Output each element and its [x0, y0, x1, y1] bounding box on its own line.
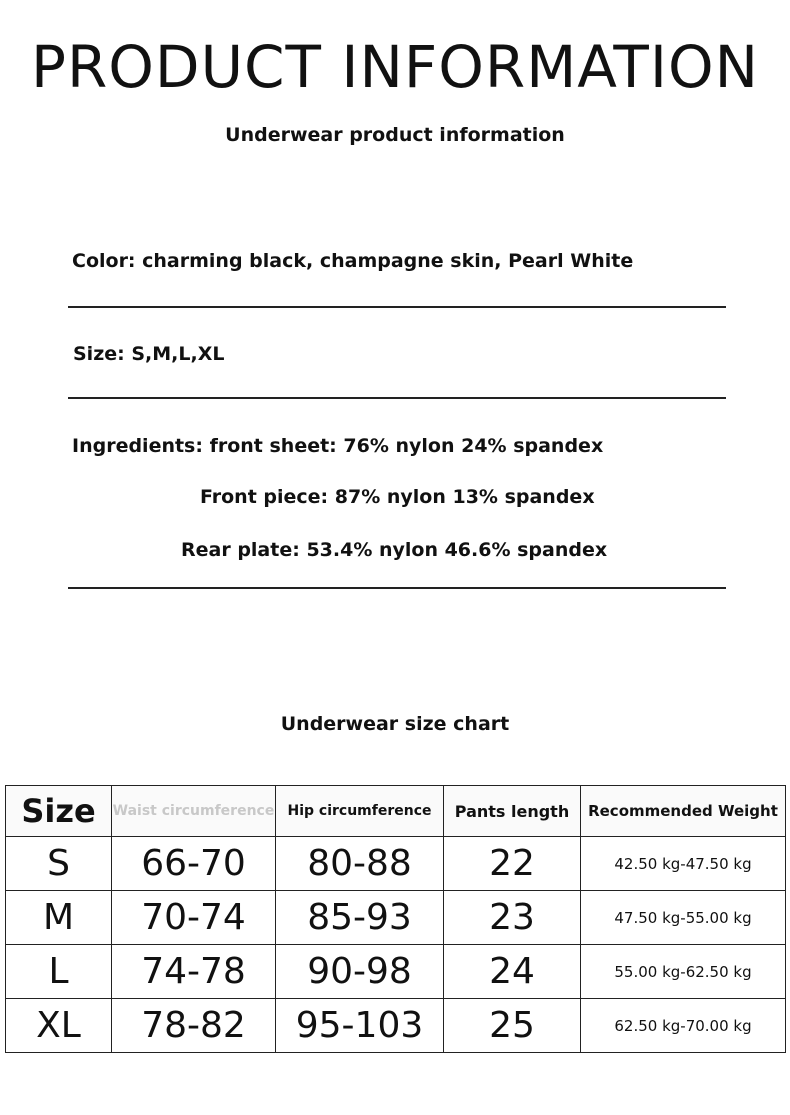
hip-cell: 95-103	[276, 999, 444, 1053]
length-cell: 24	[444, 945, 581, 999]
size-cell: S	[6, 837, 112, 891]
header-pants-length: Pants length	[444, 786, 581, 837]
length-cell: 25	[444, 999, 581, 1053]
header-size: Size	[6, 786, 112, 837]
waist-cell: 70-74	[112, 891, 276, 945]
divider	[68, 587, 726, 589]
table-row	[6, 945, 786, 999]
hip-cell: 80-88	[276, 837, 444, 891]
waist-cell: 66-70	[112, 837, 276, 891]
weight-cell: 47.50 kg-55.00 kg	[581, 891, 786, 945]
header-hip: Hip circumference	[276, 786, 444, 837]
length-cell: 22	[444, 837, 581, 891]
ingredients-info: Ingredients: front sheet: 76% nylon 24% spandex	[72, 435, 604, 457]
divider	[68, 397, 726, 399]
hip-cell: 85-93	[276, 891, 444, 945]
length-cell: 23	[444, 891, 581, 945]
waist-cell: 78-82	[112, 999, 276, 1053]
size-cell: M	[6, 891, 112, 945]
size-chart-title: Underwear size chart	[280, 713, 510, 735]
header-waist: Waist circumference	[112, 786, 276, 837]
table-row	[6, 999, 786, 1053]
hip-cell: 90-98	[276, 945, 444, 999]
page-subtitle: Underwear product information	[225, 124, 565, 146]
rear-plate-info: Rear plate: 53.4% nylon 46.6% spandex	[181, 539, 608, 561]
size-cell: XL	[6, 999, 112, 1053]
front-piece-info: Front piece: 87% nylon 13% spandex	[200, 486, 595, 508]
page-title: PRODUCT INFORMATION	[31, 33, 759, 101]
weight-cell: 55.00 kg-62.50 kg	[581, 945, 786, 999]
table-row	[6, 891, 786, 945]
weight-cell: 62.50 kg-70.00 kg	[581, 999, 786, 1053]
waist-cell: 74-78	[112, 945, 276, 999]
color-info: Color: charming black, champagne skin, Pearl White	[72, 250, 634, 272]
size-info: Size: S,M,L,XL	[73, 343, 225, 365]
header-weight: Recommended Weight	[581, 786, 786, 837]
divider	[68, 306, 726, 308]
size-cell: L	[6, 945, 112, 999]
weight-cell: 42.50 kg-47.50 kg	[581, 837, 786, 891]
table-row	[6, 837, 786, 891]
size-chart-table	[5, 785, 786, 1053]
table-header-row	[6, 786, 786, 837]
